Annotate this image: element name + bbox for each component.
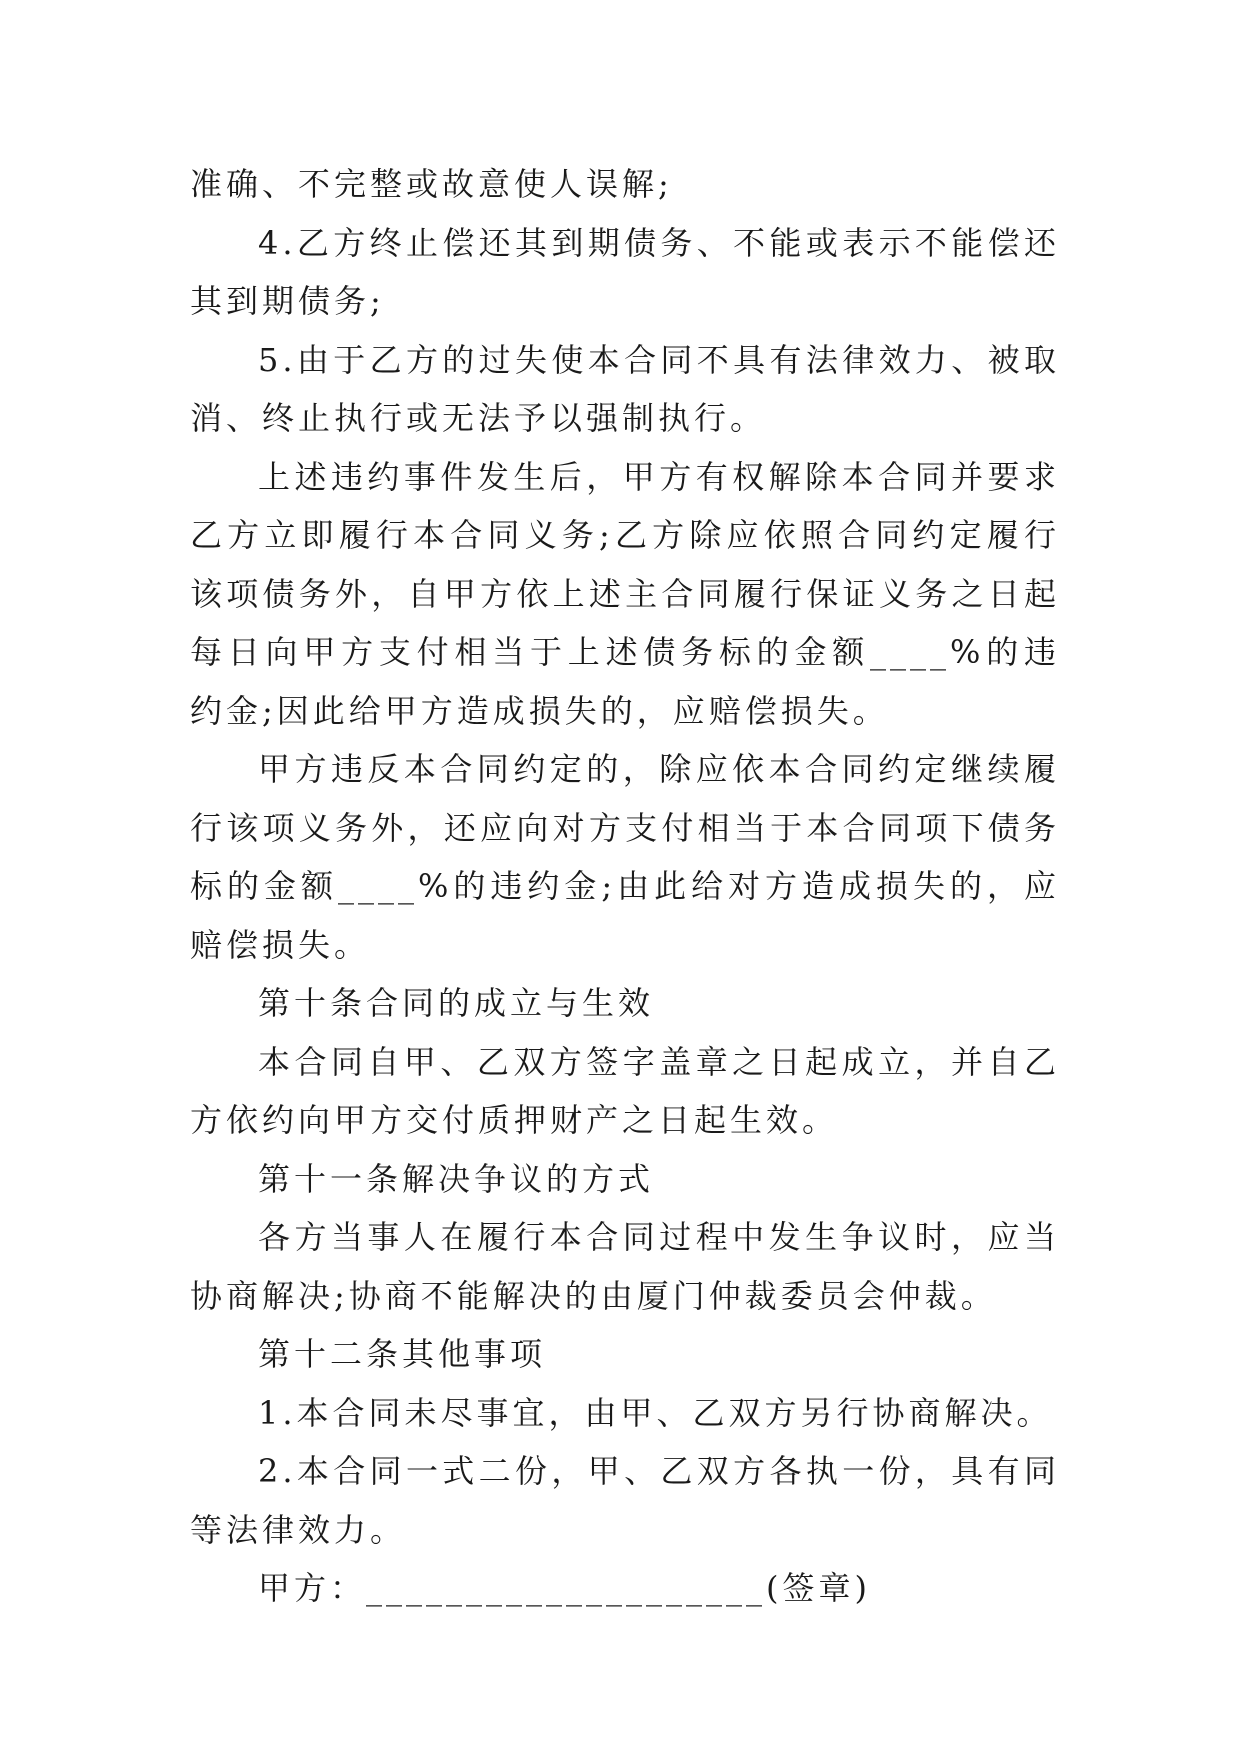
heading-article-10: 第十条合同的成立与生效 [258,984,655,1022]
paragraph-continuation: 准确、不完整或故意使人误解; [190,165,673,203]
paragraph-other-2: 2.本合同一式二份，甲、乙双方各执一份，具有同等法律效力。 [190,1452,1060,1549]
paragraph-breach-consequence: 上述违约事件发生后，甲方有权解除本合同并要求乙方立即履行本合同义务;乙方除应依照合同约定履行该项债务外，自甲方依上述主合同履行保证义务之日起每日向甲方支付相当于上述债务标的金额____%的违约金;因此给甲方造成损失的，应赔偿损失。 [190,457,1060,730]
paragraph-effectiveness: 本合同自甲、乙双方签字盖章之日起成立，并自乙方依约向甲方交付质押财产之日起生效。 [190,1042,1060,1139]
paragraph-item-4: 4.乙方终止偿还其到期债务、不能或表示不能偿还其到期债务; [190,223,1060,320]
document-body [190,155,1060,1618]
heading-article-11: 第十一条解决争议的方式 [258,1159,655,1198]
paragraph-party-a-breach: 甲方违反本合同约定的，除应依本合同约定继续履行该项义务外，还应向对方支付相当于本合同项下债务标的金额____%的违约金;由此给对方造成损失的，应赔偿损失。 [190,750,1060,964]
paragraph-other-1: 1.本合同未尽事宜，由甲、乙双方另行协商解决。 [258,1393,1053,1432]
paragraph-item-5: 5.由于乙方的过失使本合同不具有法律效力、被取消、终止执行或无法予以强制执行。 [190,340,1060,437]
signature-party-a: 甲方：____________________(签章) [258,1569,871,1607]
heading-article-12: 第十二条其他事项 [258,1335,547,1373]
paragraph-dispute-resolution: 各方当事人在履行本合同过程中发生争议时，应当协商解决;协商不能解决的由厦门仲裁委员会仲裁。 [190,1218,1060,1315]
